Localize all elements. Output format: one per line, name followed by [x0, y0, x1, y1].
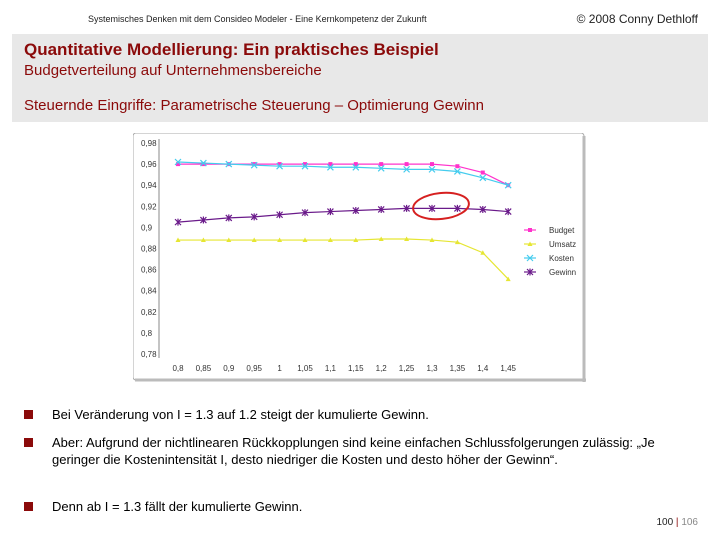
y-tick-label: 0,88	[141, 244, 157, 254]
data-point-budget	[455, 164, 459, 168]
y-tick-label: 0,8	[141, 328, 153, 338]
page-current: 100	[656, 517, 674, 528]
legend-label: Kosten	[549, 254, 574, 263]
y-tick-label: 0,86	[141, 265, 157, 275]
x-tick-label: 1,25	[398, 364, 415, 373]
data-point-budget	[379, 162, 383, 166]
bullet-marker	[24, 410, 33, 419]
x-tick-label: 1,3	[426, 364, 438, 373]
x-tick-label: 0,9	[223, 364, 235, 373]
y-tick-label: 0,96	[141, 160, 157, 170]
x-tick-label: 1,05	[297, 364, 313, 373]
slide-title: Quantitative Modellierung: Ein praktisches Beispiel	[24, 40, 439, 59]
page-number	[656, 517, 698, 528]
data-point-budget	[430, 162, 434, 166]
x-tick-label: 1,4	[477, 364, 489, 373]
y-tick-label: 0,78	[141, 350, 157, 359]
bullet-text: Bei Veränderung von I = 1.3 auf 1.2 steigt der kumulierte Gewinn.	[52, 407, 429, 422]
x-tick-label: 1,2	[375, 364, 387, 373]
x-tick-label: 0,95	[246, 364, 262, 373]
y-tick-label: 0,82	[141, 307, 157, 317]
y-tick-label: 0,92	[141, 202, 157, 212]
section-heading: Steuernde Eingriffe: Parametrische Steuerung – Optimierung Gewinn	[24, 97, 484, 114]
bullet-marker	[24, 438, 33, 447]
bullet-text: Denn ab I = 1.3 fällt der kumulierte Gewinn.	[52, 499, 303, 514]
x-tick-label: 1,35	[449, 364, 466, 373]
line-chart	[133, 133, 588, 384]
slide-subtitle: Budgetverteilung auf Unternehmensbereiche	[24, 62, 322, 79]
x-tick-label: 1,45	[500, 364, 516, 373]
y-tick-label: 0,84	[141, 286, 157, 296]
x-tick-label: 0,85	[195, 364, 212, 373]
y-tick-label: 0,9	[141, 223, 153, 233]
y-tick-label: 0,94	[141, 181, 157, 191]
header-bar	[0, 0, 720, 34]
copyright: © 2008 Conny Dethloff	[576, 12, 698, 26]
x-tick-label: 1,15	[348, 364, 364, 373]
y-tick-label: 0,98	[141, 139, 157, 148]
data-point-budget	[481, 171, 485, 175]
legend-label: Umsatz	[549, 240, 577, 249]
bullet-marker	[24, 502, 33, 511]
page-total: 106	[681, 517, 698, 528]
x-tick-label: 0,8	[172, 364, 184, 373]
bullet-text: Aber: Aufgrund der nichtlinearen Rückkopplungen sind keine einfachen Schlussfolgerungen zulässig: „Je geringer die Kostenintensität I, desto niedriger die Kosten und desto höher der Gewinn“.	[52, 435, 655, 467]
page-separator: |	[675, 517, 679, 528]
legend-label: Gewinn	[549, 268, 577, 277]
x-tick-label: 1,1	[324, 364, 336, 373]
x-tick-label: 1	[277, 364, 282, 373]
legend-label: Budget	[549, 226, 575, 235]
data-point-budget	[405, 162, 409, 166]
legend-marker	[528, 228, 532, 232]
running-title: Systemisches Denken mit dem Consideo Modeler - Eine Kernkompetenz der Zukunft	[88, 14, 427, 24]
